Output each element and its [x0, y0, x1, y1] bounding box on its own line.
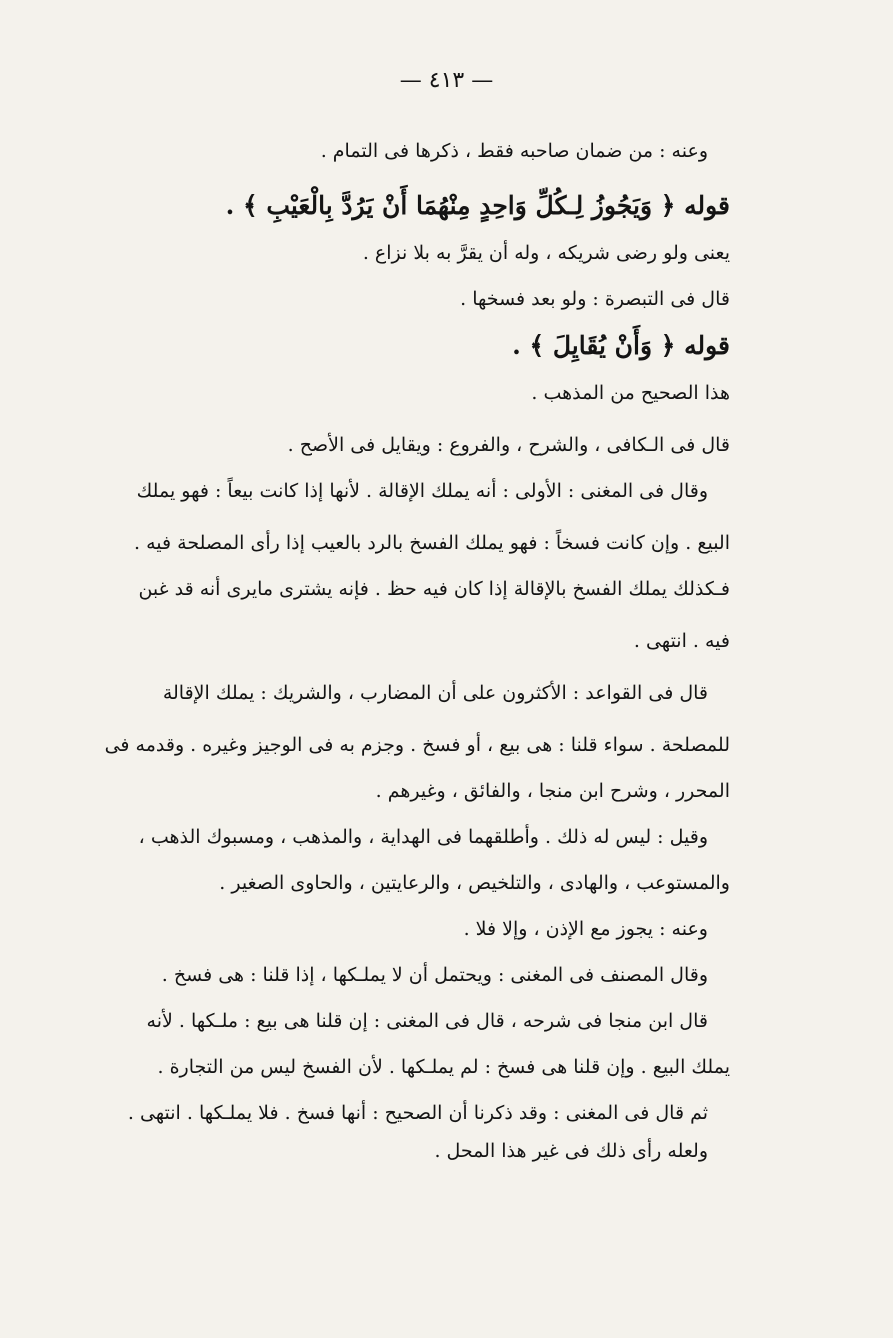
text-line: وقال المصنف فى المغنى : ويحتمل أن لا يملـكها ، إذا قلنا : هى فسخ .	[161, 964, 708, 986]
text-line: للمصلحة . سواء قلنا : هى بيع ، أو فسخ . وجزم به فى الوجيز وغيره . وقدمه فى	[104, 734, 730, 756]
text-line: ثم قال فى المغنى : وقد ذكرنا أن الصحيح : أنها فسخ . فلا يملـكها . انتهى .	[127, 1102, 708, 1124]
verse-heading: قوله ﴿ وَأَنْ يُقَايِلَ ﴾ .	[512, 331, 730, 360]
text-line: قال فى الـكافى ، والشرح ، والفروع : ويقايل فى الأصح .	[287, 434, 730, 456]
text-line: المحرر ، وشرح ابن منجا ، والفائق ، وغيرهم .	[375, 780, 730, 802]
text-line: ولعله رأى ذلك فى غير هذا المحل .	[434, 1140, 708, 1162]
text-line: فـكذلك يملك الفسخ بالإقالة إذا كان فيه حظ . فإنه يشترى مايرى أنه قد غبن	[138, 578, 730, 600]
page-body	[104, 132, 730, 1170]
text-line: والمستوعب ، والهادى ، والتلخيص ، والرعايتين ، والحاوى الصغير .	[219, 872, 730, 894]
text-line: وقيل : ليس له ذلك . وأطلقهما فى الهداية ، والمذهب ، ومسبوك الذهب ،	[138, 826, 708, 848]
text-line: البيع . وإن كانت فسخاً : فهو يملك الفسخ بالرد بالعيب إذا رأى المصلحة فيه .	[134, 532, 730, 554]
text-line: وعنه : من ضمان صاحبه فقط ، ذكرها فى التمام .	[320, 140, 708, 162]
text-line: قال فى التبصرة : ولو بعد فسخها .	[460, 288, 730, 310]
text-line: يملك البيع . وإن قلنا هى فسخ : لم يملـكها . لأن الفسخ ليس من التجارة .	[157, 1056, 730, 1078]
text-line: يعنى ولو رضى شريكه ، وله أن يقرَّ به بلا نزاع .	[362, 242, 730, 264]
text-line: وقال فى المغنى : الأولى : أنه يملك الإقالة . لأنها إذا كانت بيعاً : فهو يملك	[136, 480, 708, 502]
text-line: فيه . انتهى .	[633, 630, 730, 652]
text-line: قال ابن منجا فى شرحه ، قال فى المغنى : إن قلنا هى بيع : ملـكها . لأنه	[146, 1010, 708, 1032]
verse-heading: قوله ﴿ وَيَجُوزُ لِـكُلِّ وَاحِدٍ مِنْهُمَا أَنْ يَرُدَّ بِالْعَيْبِ ﴾ .	[225, 191, 730, 220]
text-line: هذا الصحيح من المذهب .	[531, 382, 730, 404]
text-line: قال فى القواعد : الأكثرون على أن المضارب ، والشريك : يملك الإقالة	[162, 682, 708, 704]
page-number: — ٤١٣ —	[399, 68, 494, 93]
text-line: وعنه : يجوز مع الإذن ، وإلا فلا .	[463, 918, 708, 940]
